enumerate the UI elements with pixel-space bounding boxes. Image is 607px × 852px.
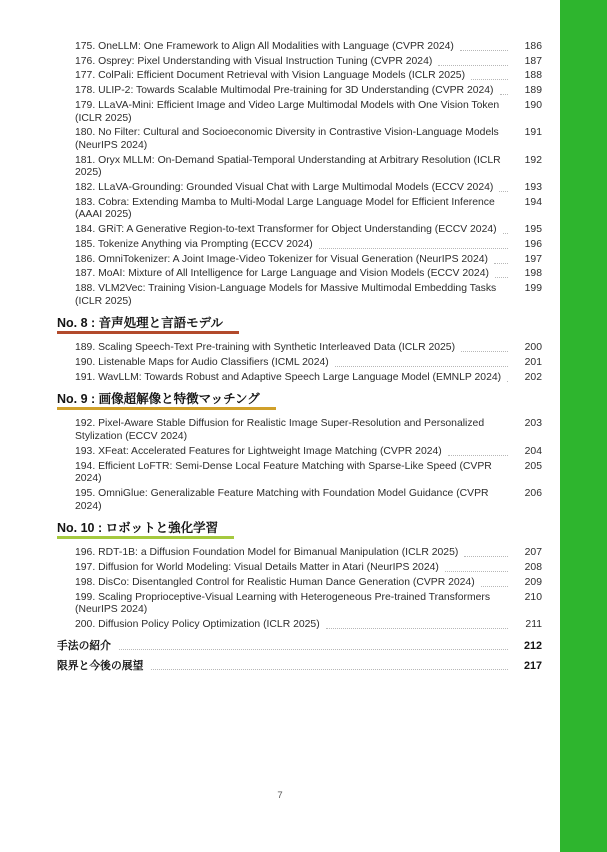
dotted-leader: [319, 239, 508, 249]
toc-entry-label: 193. XFeat: Accelerated Features for Lightweight Image Matching (CVPR 2024): [75, 445, 442, 457]
toc-entry-label: 187. MoAI: Mixture of All Intelligence for Large Language and Vision Models (ECCV 2024): [75, 268, 489, 280]
dotted-leader: [507, 372, 508, 382]
toc-entry[interactable]: [57, 100, 542, 125]
toc-section-heading: [57, 316, 542, 334]
toc-entry-label: 175. OneLLM: One Framework to Align All Modalities with Language (CVPR 2024): [75, 41, 454, 52]
dotted-leader: [119, 640, 508, 650]
dotted-leader: [495, 268, 508, 278]
toc-entry[interactable]: [57, 56, 542, 69]
toc-entry-label: 197. Diffusion for World Modeling: Visual Details Matter in Atari (NeurIPS 2024): [75, 562, 439, 574]
toc-section-heading-label: No. 9 : 画像超解像と特徴マッチング: [57, 392, 276, 410]
toc-entry-label: 195. OmniGlue: Generalizable Feature Matching with Foundation Model Guidance (CVPR 2024): [75, 487, 489, 512]
toc-entry-label: 190. Listenable Maps for Audio Classifiers (ICML 2024): [75, 357, 329, 369]
toc-entry[interactable]: [57, 182, 542, 195]
dotted-leader: [151, 660, 508, 670]
toc-entry[interactable]: [57, 155, 542, 180]
toc-entry-page: 191: [524, 127, 542, 139]
toc-entry-page: 203: [524, 418, 542, 430]
toc-entry[interactable]: [57, 660, 542, 673]
toc-section-heading-label: No. 8 : 音声処理と言語モデル: [57, 316, 239, 334]
toc-entry-label: 176. Osprey: Pixel Understanding with Visual Instruction Tuning (CVPR 2024): [75, 55, 433, 67]
toc-entry[interactable]: [57, 488, 542, 513]
dotted-leader: [464, 547, 508, 557]
toc-entry[interactable]: [57, 342, 542, 355]
toc-entry-page: 193: [524, 182, 542, 194]
toc-entry[interactable]: [57, 577, 542, 590]
toc-entry-label: 199. Scaling Proprioceptive-Visual Learning with Heterogeneous Pre-trained Transformers (NeurIPS 2024): [75, 591, 491, 616]
toc-entry-page: 210: [524, 591, 542, 603]
toc-entry-label: 177. ColPali: Efficient Document Retrieval with Vision Language Models (ICLR 2025): [75, 70, 466, 82]
toc-entry[interactable]: [57, 224, 542, 237]
toc-entry-page: 209: [524, 576, 542, 588]
dotted-leader: [471, 70, 508, 80]
toc-entry[interactable]: [57, 357, 542, 370]
toc-entry-page: 207: [524, 547, 542, 559]
toc-entry[interactable]: [57, 127, 542, 152]
toc-entry-page: 196: [524, 238, 542, 250]
toc-entry-label: 185. Tokenize Anything via Prompting (ECCV 2024): [75, 238, 313, 250]
right-accent-bar: [560, 0, 607, 852]
toc-entry[interactable]: [57, 592, 542, 617]
toc-entry-page: 200: [524, 342, 542, 354]
toc-entry-label: 183. Cobra: Extending Mamba to Multi-Modal Large Language Model for Efficient Inference (AAAI 2025): [75, 196, 495, 221]
toc-entry-label: 限界と今後の展望: [57, 660, 144, 673]
toc-entry-label: 191. WavLLM: Towards Robust and Adaptive Speech Large Language Model (EMNLP 2024): [75, 371, 502, 383]
dotted-leader: [460, 41, 508, 51]
toc-entry[interactable]: [57, 85, 542, 98]
toc-entry[interactable]: [57, 268, 542, 281]
toc-entry-page: 204: [524, 445, 542, 457]
dotted-leader: [500, 85, 508, 95]
dotted-leader: [326, 619, 508, 629]
dotted-leader: [499, 182, 508, 192]
dotted-leader: [461, 342, 508, 352]
toc-entry-page: 198: [524, 268, 542, 280]
toc-entry-page: 187: [524, 55, 542, 67]
toc-entry[interactable]: [57, 446, 542, 459]
toc-entry-label: 194. Efficient LoFTR: Semi-Dense Local Feature Matching with Sparse-Like Speed (CVPR 2024): [75, 460, 492, 485]
toc-entry[interactable]: [57, 461, 542, 486]
toc-entry-label: 192. Pixel-Aware Stable Diffusion for Realistic Image Super-Resolution and Personalized Stylization (ECCV 2024): [75, 418, 485, 443]
toc-entry-page: 212: [523, 639, 542, 652]
toc-entry[interactable]: [57, 41, 542, 54]
toc-entry-page: 201: [524, 357, 542, 369]
toc-entry-page: 194: [524, 196, 542, 208]
toc-entry-label: 179. LLaVA-Mini: Efficient Image and Video Large Multimodal Models with One Vision Token (ICLR 2025): [75, 99, 500, 124]
dotted-leader: [335, 357, 508, 367]
toc-entry-page: 199: [524, 282, 542, 294]
toc-entry-label: 188. VLM2Vec: Training Vision-Language Models for Massive Multimodal Embedding Tasks (ICLR 2025): [75, 282, 497, 307]
toc-entry-label: 182. LLaVA-Grounding: Grounded Visual Chat with Large Multimodal Models (ECCV 2024): [75, 182, 494, 194]
toc-entry-page: 195: [524, 224, 542, 236]
toc-entry[interactable]: [57, 372, 542, 385]
toc-section-heading: [57, 521, 542, 539]
toc-entry-label: 180. No Filter: Cultural and Socioeconomic Diversity in Contrastive Vision-Language Models (NeurIPS 2024): [75, 127, 499, 151]
toc-entry-label: 181. Oryx MLLM: On-Demand Spatial-Temporal Understanding at Arbitrary Resolution (ICLR 2025): [75, 154, 501, 179]
toc-entry-page: 188: [524, 70, 542, 82]
toc-entry[interactable]: [57, 254, 542, 267]
toc-entry-label: 196. RDT-1B: a Diffusion Foundation Model for Bimanual Manipulation (ICLR 2025): [75, 547, 459, 559]
toc-entry[interactable]: [57, 283, 542, 308]
dotted-leader: [448, 446, 508, 456]
toc-entry[interactable]: [57, 70, 542, 83]
toc-entry[interactable]: [57, 562, 542, 575]
toc-entry-label: 178. ULIP-2: Towards Scalable Multimodal Pre-training for 3D Understanding (CVPR 2024): [75, 85, 494, 97]
toc-entry-page: 202: [524, 371, 542, 383]
dotted-leader: [503, 224, 508, 234]
toc-section-heading: [57, 392, 542, 410]
toc-entry-label: 184. GRiT: A Generative Region-to-text Transformer for Object Understanding (ECCV 2024): [75, 224, 497, 236]
dotted-leader: [481, 577, 508, 587]
toc-entry-page: 211: [525, 618, 542, 630]
toc-entry-label: 189. Scaling Speech-Text Pre-training with Synthetic Interleaved Data (ICLR 2025): [75, 342, 456, 354]
toc-entry-label: 手法の紹介: [57, 639, 111, 652]
toc-entry[interactable]: [57, 239, 542, 252]
toc-entry-page: 217: [523, 660, 542, 673]
toc-entry-page: 208: [524, 562, 542, 574]
toc-entry-page: 205: [524, 460, 542, 472]
toc-entry[interactable]: [57, 197, 542, 222]
toc-entry-page: 190: [524, 99, 542, 111]
toc-entry[interactable]: [57, 619, 542, 632]
dotted-leader: [494, 254, 508, 264]
footer-page-number: 7: [277, 790, 283, 801]
toc-entry-label: 186. OmniTokenizer: A Joint Image-Video Tokenizer for Visual Generation (NeurIPS 2024): [75, 253, 488, 265]
toc-entry-label: 200. Diffusion Policy Policy Optimization (ICLR 2025): [75, 618, 320, 630]
toc-entry[interactable]: [57, 418, 542, 443]
toc-entry[interactable]: [57, 640, 542, 653]
toc-entry-page: 186: [524, 41, 542, 52]
toc-entry-page: 206: [524, 487, 542, 499]
toc-entry[interactable]: [57, 547, 542, 560]
toc-entry-page: 197: [524, 253, 542, 265]
dotted-leader: [445, 562, 508, 572]
toc-entry-page: 189: [524, 85, 542, 97]
table-of-contents: [57, 41, 542, 673]
toc-entry-label: 198. DisCo: Disentangled Control for Realistic Human Dance Generation (CVPR 2024): [75, 576, 475, 588]
dotted-leader: [438, 56, 508, 66]
toc-section-heading-label: No. 10 : ロボットと強化学習: [57, 521, 234, 539]
toc-entry-page: 192: [524, 154, 542, 166]
